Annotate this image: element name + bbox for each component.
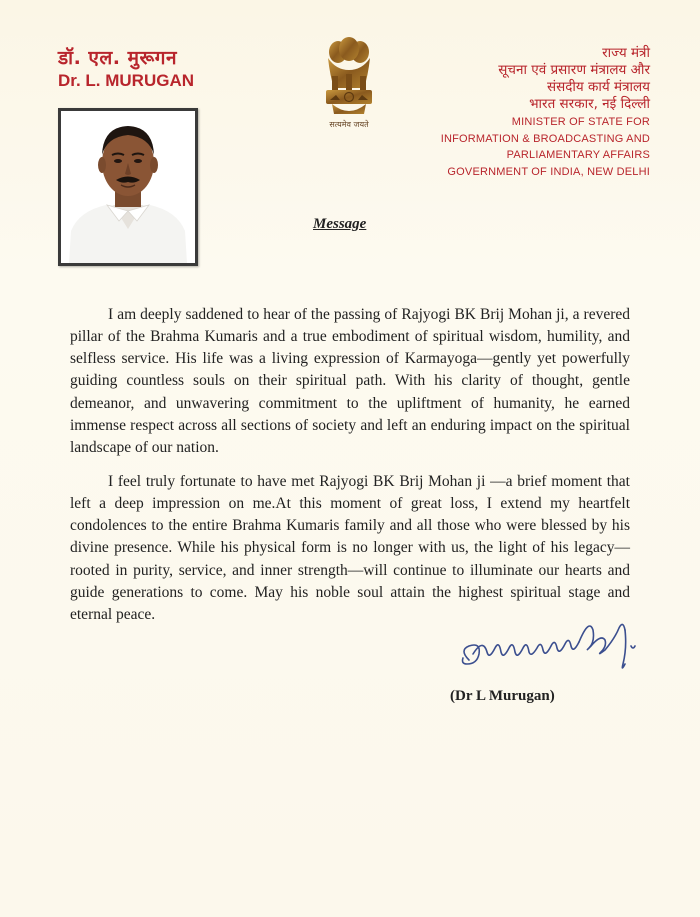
office-hindi-line: सूचना एवं प्रसारण मंत्रालय और bbox=[498, 62, 650, 78]
office-english-line: MINISTER OF STATE FOR bbox=[511, 116, 650, 128]
message-paragraph: I feel truly fortunate to have met Rajyogi BK Brij Mohan ji —a brief moment that left a deep impression on me.At this moment of great loss, I extend my heartfelt condolences to the entire Brahma Kumaris family and all those who were blessed by his divine presence. While his physical form is no longer with us, the light of his legacy—rooted in purity, service, and inner strength—will continue to illuminate our hearts and guide generations to come. May his noble soul attain the highest spiritual stage and eternal peace. bbox=[70, 472, 630, 624]
message-paragraph: I am deeply saddened to hear of the passing of Rajyogi BK Brij Mohan ji, a revered pillar of the Brahma Kumaris and a true embodiment of spiritual wisdom, humility, and selfless service. His life was a living expression of Karmayoga—gently yet powerfully guiding countless souls on their spiritual path. With his clarity of thought, gentle demeanor, and unwavering commitment to the upliftment of humanity, he earned immense respect across all sections of society and left an enduring impact on the spiritual landscape of our nation. bbox=[70, 305, 630, 457]
name-hindi: डॉ. एल. मुरूगन bbox=[58, 47, 178, 69]
office-hindi-line: भारत सरकार, नई दिल्ली bbox=[529, 96, 650, 112]
office-hindi-line: राज्य मंत्री bbox=[602, 45, 650, 61]
state-emblem-icon bbox=[318, 36, 380, 132]
message-title: Message bbox=[313, 216, 367, 232]
office-hindi-line: संसदीय कार्य मंत्रालय bbox=[546, 79, 650, 95]
portrait-photo bbox=[58, 108, 198, 266]
handwritten-signature bbox=[455, 608, 650, 688]
name-english: Dr. L. MURUGAN bbox=[58, 71, 194, 90]
office-block bbox=[390, 45, 650, 179]
office-english-line: INFORMATION & BROADCASTING AND bbox=[440, 132, 650, 145]
signatory-name: (Dr L Murugan) bbox=[450, 688, 555, 704]
emblem-motto: सत्यमेव जयते bbox=[329, 120, 369, 129]
office-english-line: GOVERNMENT OF INDIA, NEW DELHI bbox=[447, 165, 650, 178]
portrait-image bbox=[61, 111, 195, 263]
office-english-line: PARLIAMENTARY AFFAIRS bbox=[506, 149, 650, 161]
